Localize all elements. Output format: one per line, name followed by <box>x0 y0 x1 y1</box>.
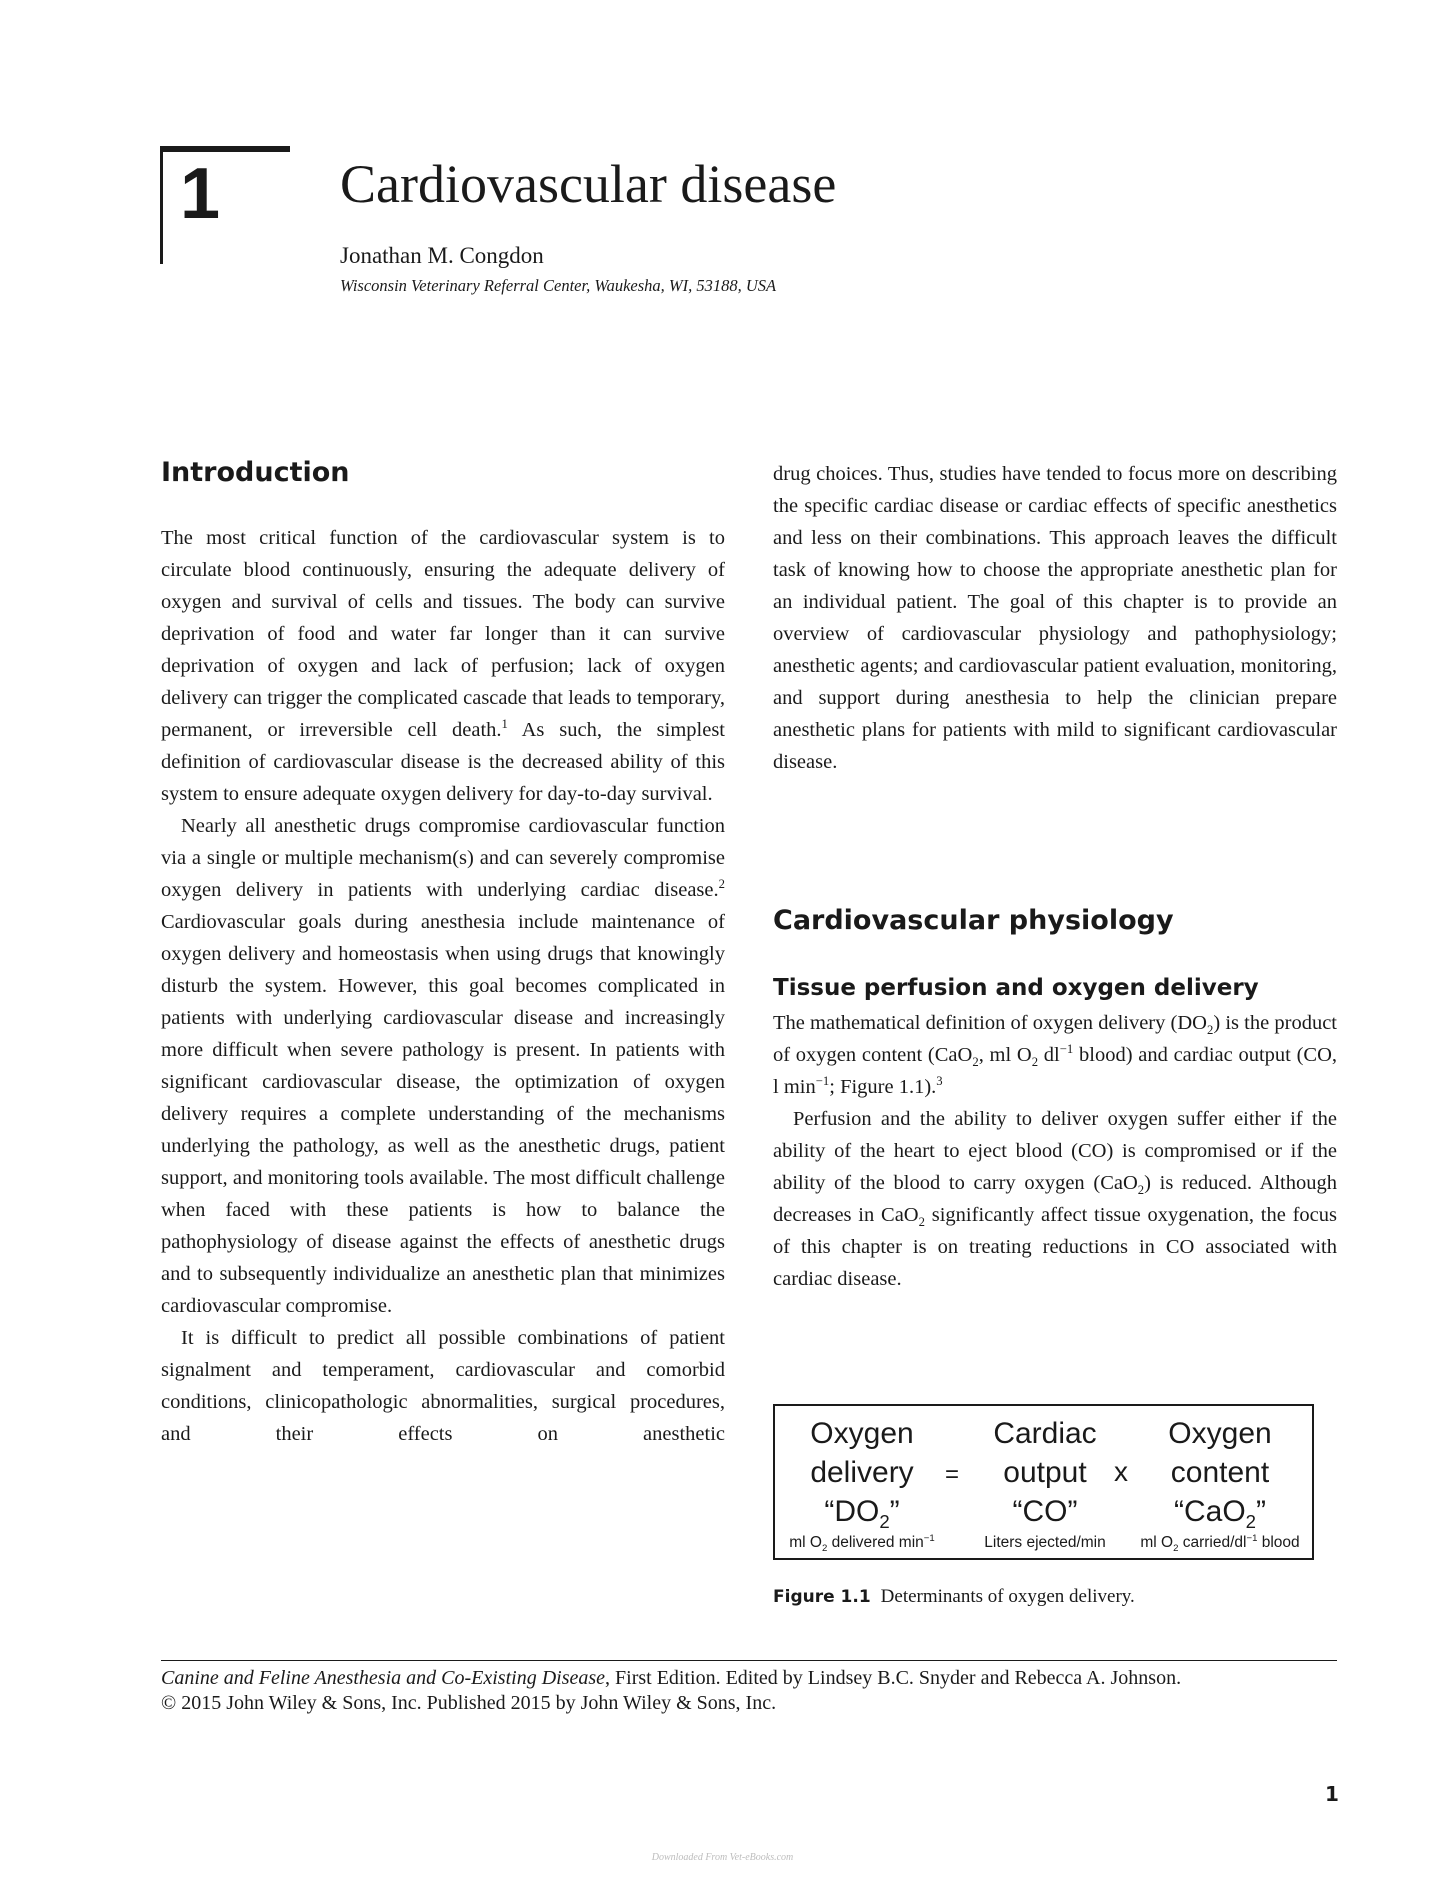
chapter-title: Cardiovascular disease <box>340 154 837 214</box>
term-unit <box>1130 1533 1310 1553</box>
term-label-line2: content <box>1170 1456 1270 1489</box>
author-affiliation: Wisconsin Veterinary Referral Center, Waukesha, WI, 53188, USA <box>340 276 777 295</box>
intro-p2-text-b: Cardiovascular goals during anesthesia include maintenance of oxygen delivery and homeostasis when using drugs that knowingly disturb the system. However, this goal becomes complicated in patients with underlying cardiovascular disease and increasingly more difficult when severe pathology is present. In patients with significant cardiovascular disease, the optimization of oxygen delivery requires a complete understanding of the mechanisms underlying the pathology, as well as the anesthetic drugs, patient support, and monitoring tools available. The most difficult challenge when faced with these patients is how to balance the pathophysiology of disease against the effects of anesthetic drugs and to subsequently individualize an anesthetic plan that minimizes cardiovascular compromise. <box>161 911 725 1317</box>
intro-paragraph-1 <box>161 522 725 810</box>
figure-caption-text: Determinants of oxygen delivery. <box>880 1586 1135 1607</box>
figure-cardiac-output-term <box>965 1414 1125 1553</box>
term-unit: Liters ejected/min <box>984 1534 1106 1551</box>
unit-sub: 2 <box>1173 1543 1179 1555</box>
term-abbreviation: “CO” <box>1012 1495 1078 1528</box>
unit-part: delivered min <box>827 1534 924 1551</box>
edition-text: , First Edition. Edited by Lindsey B.C. Snyder and Rebecca A. Johnson. <box>605 1667 1182 1689</box>
subscript-2: 2 <box>1137 1183 1145 1198</box>
chapter-bracket-side <box>160 146 163 264</box>
superscript-neg1: −1 <box>1059 1042 1074 1057</box>
reference-3: 3 <box>936 1074 943 1089</box>
intro-p1-text-a: The most critical function of the cardiovascular system is to circulate blood continuously, ensuring the adequate delivery of oxygen and survival of cells and tissues. The body can survive deprivation of food and water far longer than it can survive deprivation of oxygen and lack of perfusion; lack of oxygen delivery can trigger the complicated cascade that leads to temporary, permanent, or irreversible cell death. <box>161 527 725 741</box>
chapter-bracket-top <box>160 146 290 152</box>
subscript-2: 2 <box>972 1055 979 1070</box>
figure-oxygen-content-term <box>1130 1414 1310 1553</box>
intro-continuation <box>773 458 1337 778</box>
footer-rule <box>161 1660 1337 1661</box>
subscript-2: 2 <box>1031 1055 1039 1070</box>
phys-p2-seg: ) is reduced. Although decreases in CaO <box>773 1172 1337 1226</box>
page-number: 1 <box>1325 1782 1339 1806</box>
intro-p1-text-b: As such, the simplest definition of cardiovascular disease is the decreased ability of this system to ensure adequate oxygen delivery for day-to-day survival. <box>161 719 726 805</box>
physiology-body <box>773 1007 1337 1295</box>
footer-copyright: © 2015 John Wiley & Sons, Inc. Published 2015 by John Wiley & Sons, Inc. <box>161 1692 777 1714</box>
phys-p1-seg: blood) and cardiac output (CO, l min <box>773 1044 1337 1098</box>
chapter-number: 1 <box>180 154 221 234</box>
phys-p1-seg: The mathematical definition of oxygen delivery (DO <box>773 1012 1207 1034</box>
physiology-paragraph-2 <box>773 1103 1337 1295</box>
term-label-line1: Cardiac <box>993 1417 1097 1450</box>
unit-sub: 2 <box>821 1543 828 1555</box>
unit-part: blood <box>1257 1534 1300 1551</box>
unit-part: ml O <box>1140 1534 1174 1551</box>
term-abbreviation <box>1130 1492 1310 1531</box>
term-abbreviation <box>775 1492 949 1531</box>
footer-citation <box>161 1667 1181 1690</box>
reference-1: 1 <box>501 717 508 732</box>
phys-p1-seg: , ml O <box>978 1044 1032 1066</box>
abbr-part: “DO <box>824 1495 880 1528</box>
phys-p1-seg: ; Figure 1.1). <box>829 1076 937 1098</box>
reference-2: 2 <box>718 877 725 892</box>
intro-paragraph-3-continued: drug choices. Thus, studies have tended to focus more on describing the specific cardiac disease or cardiac effects of specific anesthetics and less on their combinations. This approach leaves the difficult task of knowing how to choose the appropriate anesthetic plan for an individual patient. The goal of this chapter is to provide an overview of cardiovascular physiology and pathophysiology; anesthetic agents; and cardiovascular patient evaluation, monitoring, and support during anesthesia to help the clinician prepare anesthetic plans for patients with mild to significant cardiovascular disease. <box>773 463 1337 773</box>
subscript-2: 2 <box>1206 1023 1214 1038</box>
physiology-paragraph-1 <box>773 1007 1337 1103</box>
figure-caption <box>773 1586 1135 1608</box>
intro-p2-text-a: Nearly all anesthetic drugs compromise cardiovascular function via a single or multiple mechanism(s) and can severely compromise oxygen delivery in patients with underlying cardiac disease. <box>161 815 725 901</box>
superscript-neg1: −1 <box>815 1074 830 1089</box>
author-name: Jonathan M. Congdon <box>340 243 544 268</box>
figure-caption-label: Figure 1.1 <box>773 1587 871 1607</box>
phys-p2-seg: significantly affect tissue oxygenation, the focus of this chapter is on treating reductions in CO associated with cardiac disease. <box>773 1204 1337 1290</box>
figure-1-1-box <box>773 1404 1314 1560</box>
unit-sup: −1 <box>923 1532 935 1544</box>
cardiovascular-physiology-heading: Cardiovascular physiology <box>773 905 1174 936</box>
abbr-part: ” <box>889 1495 900 1528</box>
abbr-part: “CaO <box>1173 1495 1246 1528</box>
multiply-operator: x <box>1114 1456 1128 1487</box>
subscript-2: 2 <box>918 1215 925 1230</box>
unit-part: carried/dl <box>1178 1534 1247 1551</box>
intro-paragraph-2 <box>161 810 725 1322</box>
equals-operator: = <box>945 1461 960 1488</box>
phys-p2-seg: Perfusion and the ability to deliver oxygen suffer either if the ability of the heart to eject blood (CO) is compromised or if the ability of the blood to carry oxygen (CaO <box>773 1108 1337 1194</box>
term-label-line1: Oxygen <box>810 1417 914 1450</box>
tissue-perfusion-subheading: Tissue perfusion and oxygen delivery <box>773 975 1259 1001</box>
phys-p1-seg: ) is the product of oxygen content (CaO <box>773 1012 1337 1066</box>
introduction-body <box>161 522 725 1450</box>
book-title: Canine and Feline Anesthesia and Co-Existing Disease <box>161 1667 606 1689</box>
unit-sup: −1 <box>1246 1532 1258 1544</box>
abbr-part: ” <box>1256 1495 1267 1528</box>
term-unit <box>775 1533 949 1553</box>
intro-paragraph-3: It is difficult to predict all possible combinations of patient signalment and temperament, cardiovascular and comorbid conditions, clinicopathologic abnormalities, surgical procedures, and their effects on anesthetic <box>161 1327 725 1445</box>
abbr-sub: 2 <box>879 1511 890 1532</box>
term-label-line1: Oxygen <box>1168 1417 1272 1450</box>
phys-p1-seg: dl <box>1038 1044 1060 1066</box>
figure-oxygen-delivery-term <box>775 1414 949 1553</box>
download-watermark: Downloaded From Vet-eBooks.com <box>651 1852 794 1863</box>
introduction-heading: Introduction <box>161 457 350 488</box>
term-label-line2: output <box>1003 1456 1087 1489</box>
unit-part: ml O <box>789 1534 822 1551</box>
abbr-sub: 2 <box>1245 1511 1257 1532</box>
term-label-line2: delivery <box>810 1456 914 1489</box>
